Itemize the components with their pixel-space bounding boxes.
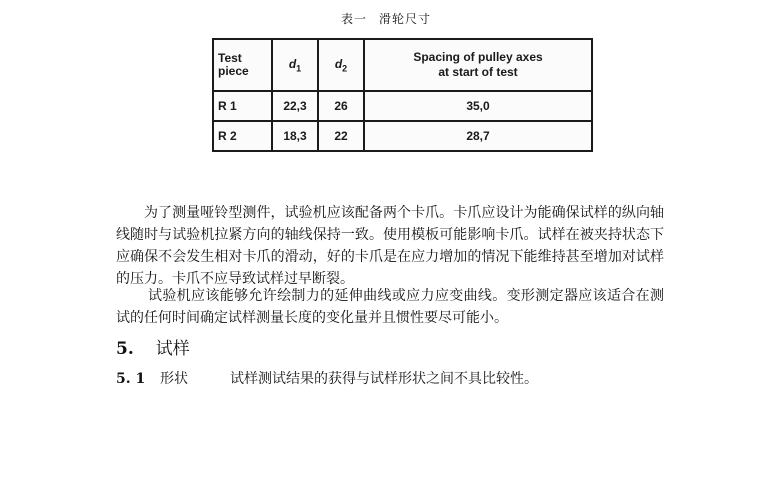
paragraph-extensometer: 试验机应该能够允许绘制力的延伸曲线或应力应变曲线。变形测定器应该适合在测试的任何时间确定试样测量长度的变化量并且惯性要尽可能小。 — [116, 288, 664, 326]
header-test-piece — [213, 39, 272, 91]
header-d1 — [272, 39, 318, 91]
cell-piece: R 1 — [213, 91, 272, 121]
cell-d2: 26 — [318, 91, 364, 121]
header-d2-base: d — [334, 56, 343, 71]
table-header-row — [213, 39, 592, 91]
pulley-dimensions-table — [212, 38, 593, 152]
header-spacing-line2: at start of test — [438, 65, 518, 79]
header-d2-sub: 2 — [342, 63, 348, 74]
header-spacing-line1: Spacing of pulley axes — [413, 50, 543, 64]
section-5-1 — [116, 368, 538, 388]
table-caption — [0, 10, 772, 27]
section-5-number: 5. — [116, 339, 134, 359]
paragraph-grips: 为了测量哑铃型测件，试验机应该配备两个卡爪。卡爪应设计为能确保试样的纵向轴线随时与试验机拉紧方向的轴线保持一致。使用模板可能影响卡爪。试样在被夹持状态下应确保不会发生相对卡爪的滑动，好的卡爪是在应力增加的情况下能维持甚至增加对试样的压力。卡爪不应导致试样过早断裂。 — [116, 205, 664, 287]
header-test-piece-line1: Test — [218, 51, 242, 65]
cell-piece: R 2 — [213, 121, 272, 151]
cell-spacing: 28,7 — [364, 121, 592, 151]
header-d1-sub: 1 — [296, 63, 302, 74]
header-spacing — [364, 39, 592, 91]
table-row — [213, 91, 592, 121]
cell-spacing: 35,0 — [364, 91, 592, 121]
section-5-1-label: 形状 — [160, 371, 188, 387]
section-5-1-text: 试样测试结果的获得与试样形状之间不具比较性。 — [230, 371, 538, 387]
cell-d1: 18,3 — [272, 121, 318, 151]
table-caption-label: 表一 — [340, 12, 367, 26]
cell-d2: 22 — [318, 121, 364, 151]
cell-d1: 22,3 — [272, 91, 318, 121]
header-test-piece-line2: piece — [218, 64, 249, 78]
table-caption-title: 滑轮尺寸 — [379, 12, 432, 26]
section-5-title: 试样 — [155, 339, 190, 359]
header-d1-base: d — [288, 56, 297, 71]
section-5-heading — [116, 334, 190, 359]
section-5-1-number: 5. 1 — [116, 371, 146, 387]
table-row — [213, 121, 592, 151]
header-d2 — [318, 39, 364, 91]
